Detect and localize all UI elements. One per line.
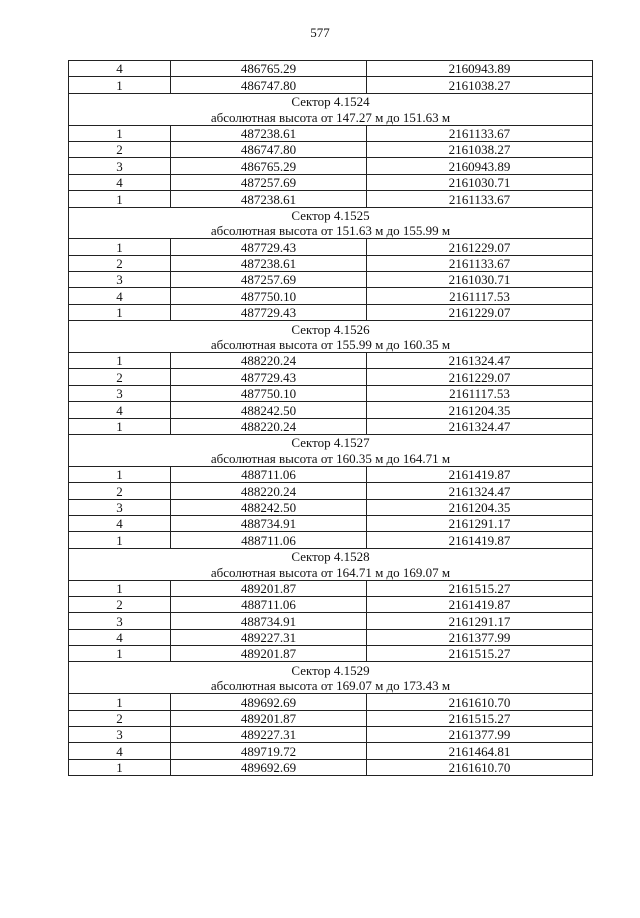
point-number-cell: 1 [69, 418, 171, 434]
sector-altitude-row [69, 564, 593, 580]
y-coordinate-cell: 2161324.47 [367, 353, 593, 369]
sector-title-row [69, 93, 593, 109]
x-coordinate-cell: 489692.69 [171, 759, 367, 775]
y-coordinate-cell: 2161229.07 [367, 304, 593, 320]
point-number-cell: 1 [69, 580, 171, 596]
table-row [69, 694, 593, 710]
y-coordinate-cell: 2161038.27 [367, 77, 593, 93]
table-row [69, 353, 593, 369]
table-row [69, 385, 593, 401]
table-row [69, 629, 593, 645]
x-coordinate-cell: 488242.50 [171, 402, 367, 418]
point-number-cell: 3 [69, 727, 171, 743]
sector-title: Сектор 4.1529 [69, 662, 593, 678]
sector-title-row [69, 662, 593, 678]
sector-title-row [69, 207, 593, 223]
table-row [69, 580, 593, 596]
table-row [69, 239, 593, 255]
sector-title-row [69, 548, 593, 564]
x-coordinate-cell: 489692.69 [171, 694, 367, 710]
y-coordinate-cell: 2161610.70 [367, 694, 593, 710]
x-coordinate-cell: 489201.87 [171, 646, 367, 662]
x-coordinate-cell: 488734.91 [171, 613, 367, 629]
point-number-cell: 4 [69, 743, 171, 759]
x-coordinate-cell: 489201.87 [171, 580, 367, 596]
y-coordinate-cell: 2161324.47 [367, 483, 593, 499]
sector-title-row [69, 434, 593, 450]
table-row [69, 418, 593, 434]
table-row [69, 759, 593, 775]
point-number-cell: 1 [69, 353, 171, 369]
sector-altitude-row [69, 223, 593, 239]
point-number-cell: 1 [69, 304, 171, 320]
point-number-cell: 3 [69, 499, 171, 515]
point-number-cell: 3 [69, 272, 171, 288]
y-coordinate-cell: 2161419.87 [367, 532, 593, 548]
point-number-cell: 4 [69, 288, 171, 304]
sector-altitude: абсолютная высота от 151.63 м до 155.99 м [69, 223, 593, 239]
coordinates-table-body [69, 61, 593, 776]
y-coordinate-cell: 2161030.71 [367, 272, 593, 288]
table-row [69, 141, 593, 157]
x-coordinate-cell: 488734.91 [171, 515, 367, 531]
x-coordinate-cell: 486747.80 [171, 141, 367, 157]
table-row [69, 402, 593, 418]
y-coordinate-cell: 2161464.81 [367, 743, 593, 759]
x-coordinate-cell: 487750.10 [171, 288, 367, 304]
point-number-cell: 1 [69, 694, 171, 710]
x-coordinate-cell: 488711.06 [171, 466, 367, 482]
sector-title: Сектор 4.1524 [69, 93, 593, 109]
table-row [69, 499, 593, 515]
table-row [69, 596, 593, 612]
coordinates-table [68, 60, 593, 776]
y-coordinate-cell: 2161204.35 [367, 499, 593, 515]
table-row [69, 77, 593, 93]
sector-altitude-row [69, 450, 593, 466]
y-coordinate-cell: 2161291.17 [367, 613, 593, 629]
x-coordinate-cell: 487257.69 [171, 272, 367, 288]
point-number-cell: 2 [69, 710, 171, 726]
sector-altitude: абсолютная высота от 147.27 м до 151.63 м [69, 109, 593, 125]
table-row [69, 743, 593, 759]
point-number-cell: 1 [69, 466, 171, 482]
x-coordinate-cell: 488711.06 [171, 532, 367, 548]
point-number-cell: 2 [69, 483, 171, 499]
table-row [69, 646, 593, 662]
y-coordinate-cell: 2161324.47 [367, 418, 593, 434]
sector-altitude-row [69, 337, 593, 353]
y-coordinate-cell: 2161204.35 [367, 402, 593, 418]
point-number-cell: 3 [69, 613, 171, 629]
point-number-cell: 4 [69, 61, 171, 77]
y-coordinate-cell: 2161133.67 [367, 191, 593, 207]
table-row [69, 288, 593, 304]
y-coordinate-cell: 2161515.27 [367, 710, 593, 726]
sector-title: Сектор 4.1528 [69, 548, 593, 564]
y-coordinate-cell: 2161117.53 [367, 385, 593, 401]
point-number-cell: 4 [69, 629, 171, 645]
x-coordinate-cell: 489227.31 [171, 727, 367, 743]
point-number-cell: 1 [69, 646, 171, 662]
point-number-cell: 2 [69, 141, 171, 157]
table-row [69, 191, 593, 207]
table-row [69, 466, 593, 482]
point-number-cell: 2 [69, 596, 171, 612]
point-number-cell: 1 [69, 759, 171, 775]
x-coordinate-cell: 489227.31 [171, 629, 367, 645]
x-coordinate-cell: 487729.43 [171, 369, 367, 385]
y-coordinate-cell: 2161229.07 [367, 369, 593, 385]
x-coordinate-cell: 486747.80 [171, 77, 367, 93]
y-coordinate-cell: 2161377.99 [367, 727, 593, 743]
point-number-cell: 4 [69, 174, 171, 190]
y-coordinate-cell: 2161117.53 [367, 288, 593, 304]
sector-title: Сектор 4.1526 [69, 321, 593, 337]
point-number-cell: 4 [69, 515, 171, 531]
table-row [69, 710, 593, 726]
x-coordinate-cell: 486765.29 [171, 158, 367, 174]
sector-altitude-row [69, 678, 593, 694]
x-coordinate-cell: 487238.61 [171, 191, 367, 207]
table-row [69, 174, 593, 190]
sector-altitude: абсолютная высота от 169.07 м до 173.43 м [69, 678, 593, 694]
x-coordinate-cell: 488220.24 [171, 353, 367, 369]
y-coordinate-cell: 2161515.27 [367, 580, 593, 596]
x-coordinate-cell: 488242.50 [171, 499, 367, 515]
table-row [69, 532, 593, 548]
sector-title: Сектор 4.1527 [69, 434, 593, 450]
y-coordinate-cell: 2161291.17 [367, 515, 593, 531]
x-coordinate-cell: 487257.69 [171, 174, 367, 190]
x-coordinate-cell: 488220.24 [171, 483, 367, 499]
x-coordinate-cell: 487729.43 [171, 304, 367, 320]
table-row [69, 304, 593, 320]
table-row [69, 125, 593, 141]
y-coordinate-cell: 2161030.71 [367, 174, 593, 190]
y-coordinate-cell: 2161229.07 [367, 239, 593, 255]
point-number-cell: 3 [69, 385, 171, 401]
sector-altitude: абсолютная высота от 155.99 м до 160.35 м [69, 337, 593, 353]
point-number-cell: 3 [69, 158, 171, 174]
y-coordinate-cell: 2161419.87 [367, 596, 593, 612]
sector-title: Сектор 4.1525 [69, 207, 593, 223]
table-row [69, 61, 593, 77]
table-row [69, 727, 593, 743]
x-coordinate-cell: 487729.43 [171, 239, 367, 255]
sector-title-row [69, 321, 593, 337]
table-row [69, 515, 593, 531]
y-coordinate-cell: 2161515.27 [367, 646, 593, 662]
x-coordinate-cell: 487238.61 [171, 255, 367, 271]
y-coordinate-cell: 2161419.87 [367, 466, 593, 482]
page-number: 577 [310, 25, 330, 40]
y-coordinate-cell: 2160943.89 [367, 158, 593, 174]
x-coordinate-cell: 486765.29 [171, 61, 367, 77]
x-coordinate-cell: 488711.06 [171, 596, 367, 612]
point-number-cell: 1 [69, 239, 171, 255]
point-number-cell: 4 [69, 402, 171, 418]
point-number-cell: 1 [69, 125, 171, 141]
point-number-cell: 1 [69, 191, 171, 207]
y-coordinate-cell: 2161133.67 [367, 255, 593, 271]
y-coordinate-cell: 2161133.67 [367, 125, 593, 141]
x-coordinate-cell: 487750.10 [171, 385, 367, 401]
x-coordinate-cell: 488220.24 [171, 418, 367, 434]
point-number-cell: 1 [69, 77, 171, 93]
y-coordinate-cell: 2160943.89 [367, 61, 593, 77]
table-row [69, 369, 593, 385]
x-coordinate-cell: 489201.87 [171, 710, 367, 726]
table-row [69, 613, 593, 629]
sector-altitude: абсолютная высота от 160.35 м до 164.71 м [69, 450, 593, 466]
table-row [69, 158, 593, 174]
table-row [69, 255, 593, 271]
y-coordinate-cell: 2161038.27 [367, 141, 593, 157]
y-coordinate-cell: 2161610.70 [367, 759, 593, 775]
y-coordinate-cell: 2161377.99 [367, 629, 593, 645]
sector-altitude-row [69, 109, 593, 125]
point-number-cell: 2 [69, 255, 171, 271]
point-number-cell: 1 [69, 532, 171, 548]
x-coordinate-cell: 489719.72 [171, 743, 367, 759]
point-number-cell: 2 [69, 369, 171, 385]
table-row [69, 483, 593, 499]
x-coordinate-cell: 487238.61 [171, 125, 367, 141]
sector-altitude: абсолютная высота от 164.71 м до 169.07 м [69, 564, 593, 580]
table-row [69, 272, 593, 288]
